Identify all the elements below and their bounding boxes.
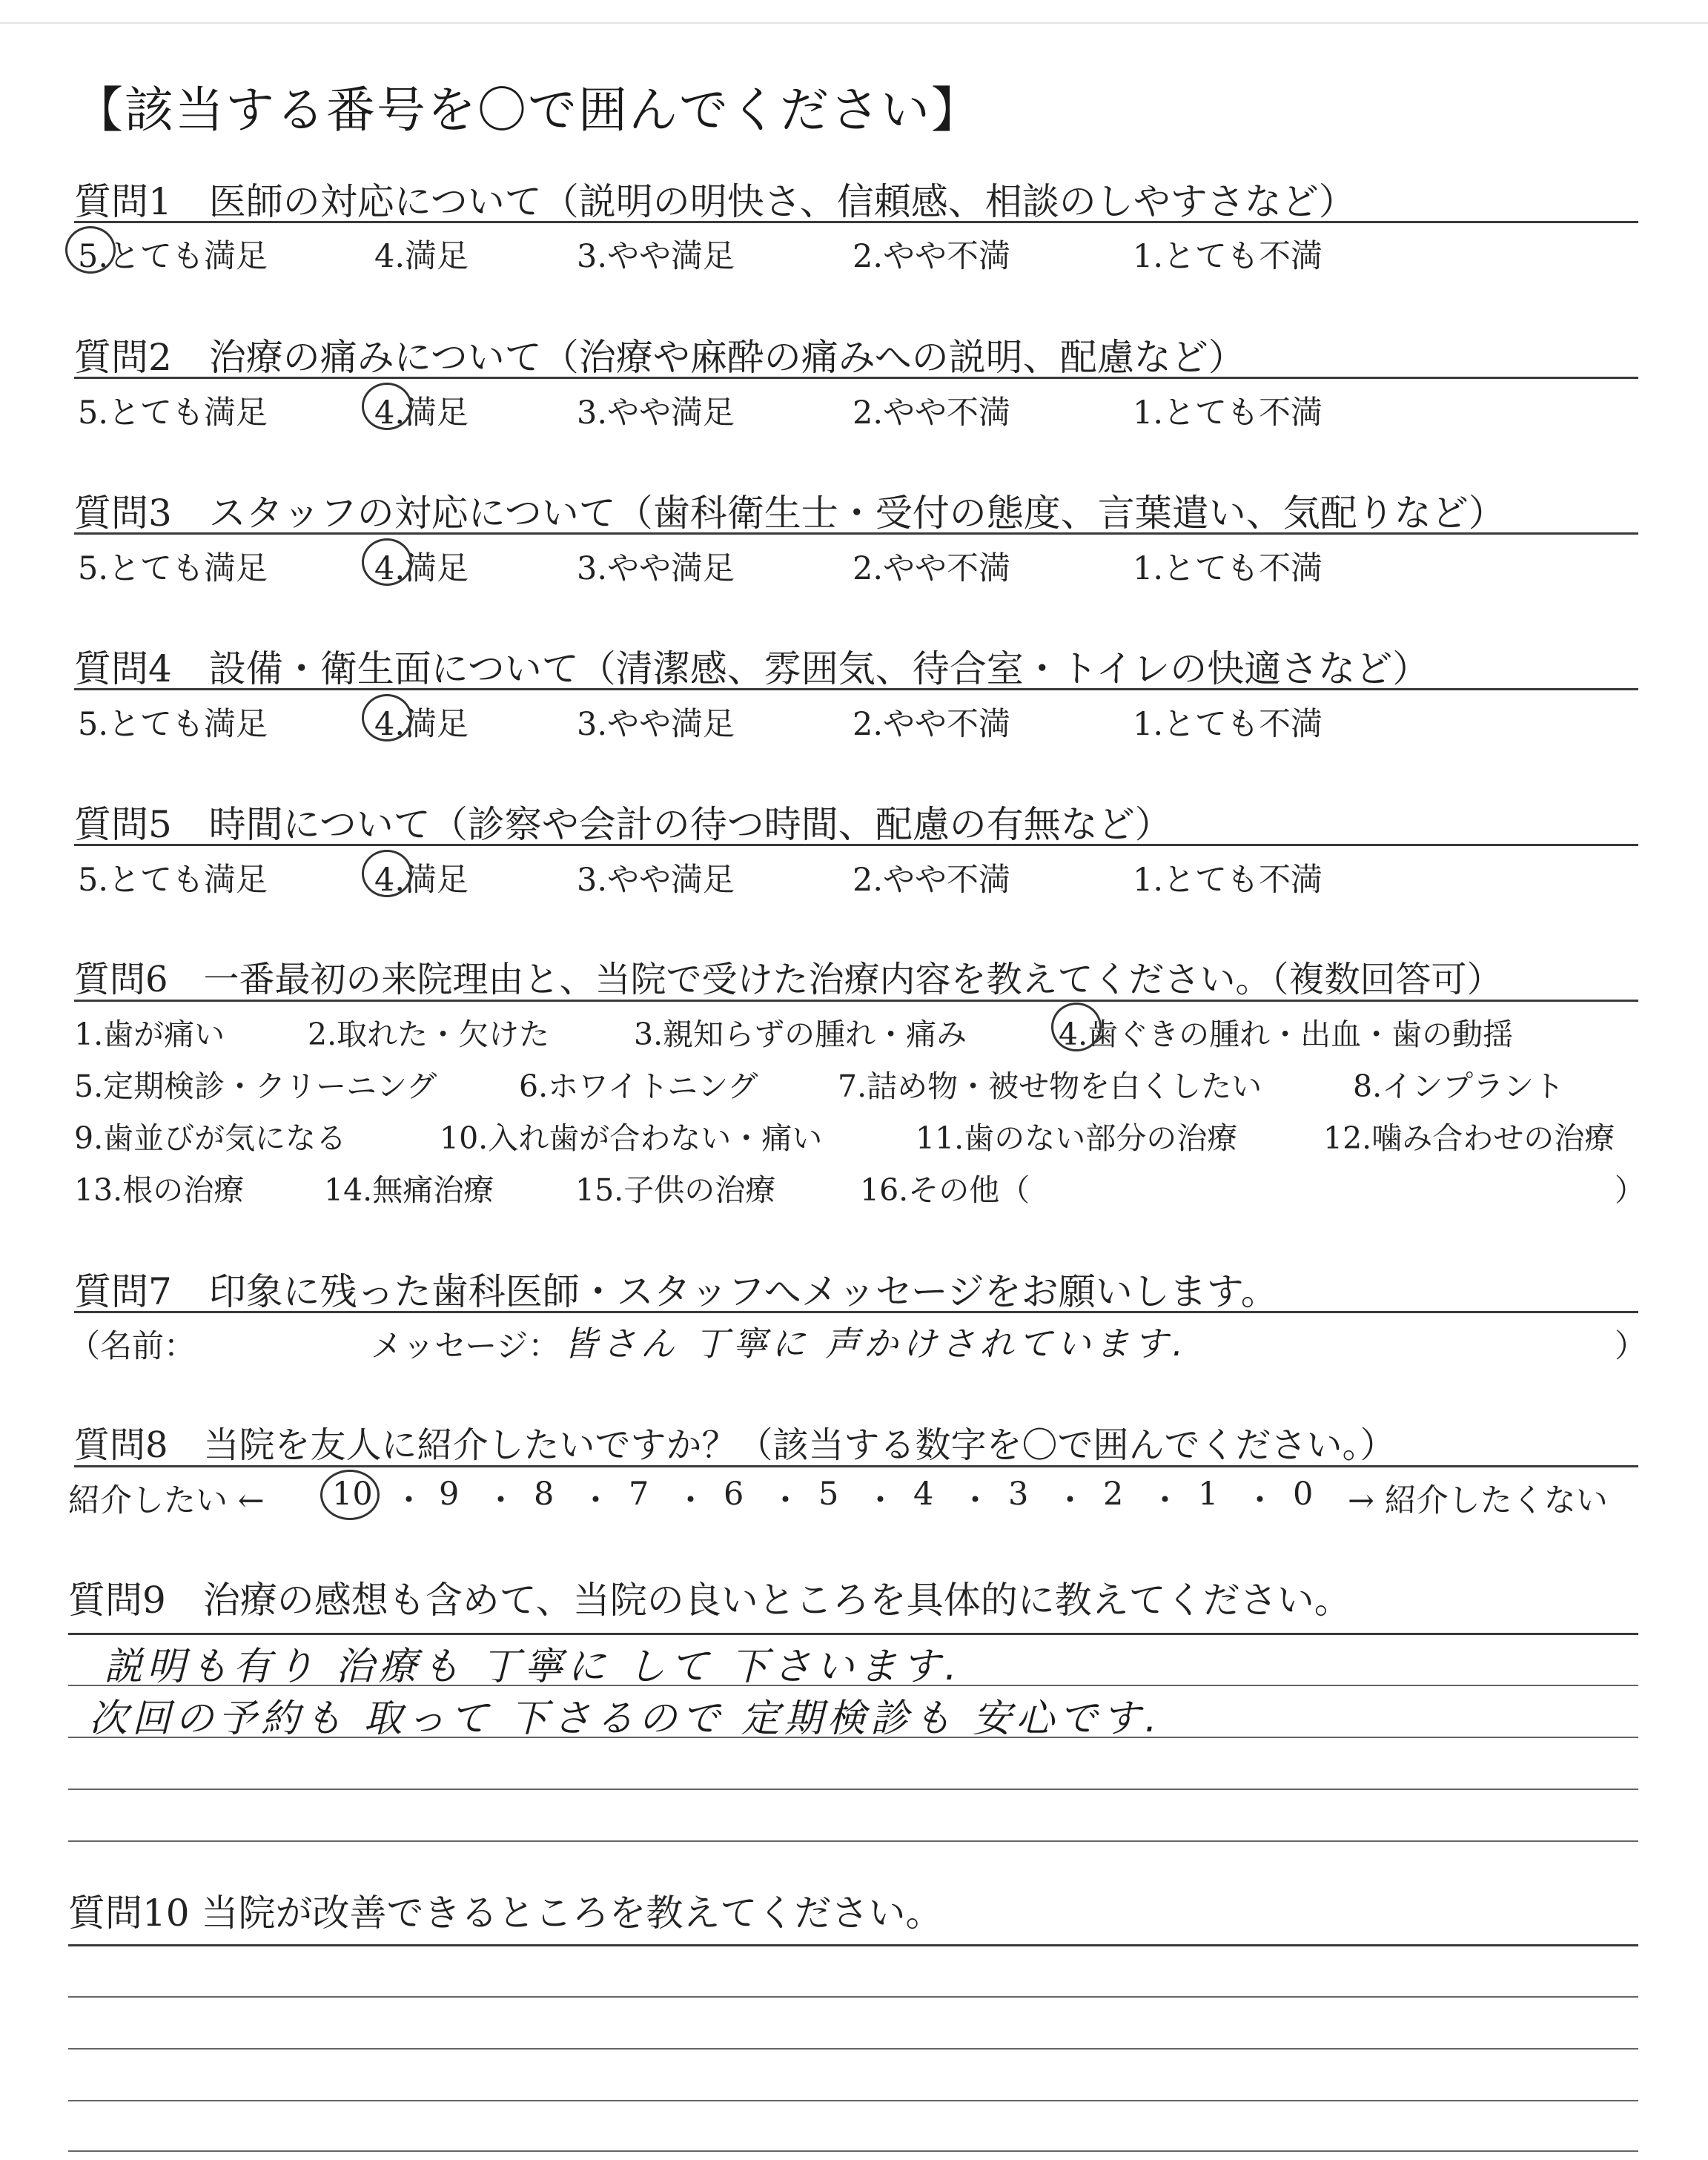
q1-option-5[interactable]: 5.とても満足: [78, 238, 268, 275]
q8-scale-4[interactable]: 4: [913, 1476, 934, 1513]
q6-title: 質問6 一番最初の来院理由と、当院で受けた治療内容を教えてください。（複数回答可）: [74, 959, 1503, 1000]
q1-option-4[interactable]: 4.満足: [374, 238, 469, 275]
q8-dot: ・: [769, 1482, 801, 1519]
q6-option-1[interactable]: 1.歯が痛い: [74, 1017, 225, 1052]
q6-option-2[interactable]: 2.取れた・欠けた: [308, 1017, 550, 1052]
q8-scale-0[interactable]: 0: [1293, 1476, 1314, 1513]
q8-dot: ・: [864, 1482, 896, 1519]
q7-close-paren: ）: [1615, 1328, 1646, 1365]
q9-answer-line: [68, 1840, 1638, 1842]
q10-answer-line: [68, 2048, 1638, 2050]
q8-dot: ・: [393, 1482, 425, 1519]
q7-message-label: メッセージ：: [371, 1328, 560, 1365]
q9-answer-line-2[interactable]: 次回の予約も 取って 下さるので 定期検診も 安心です.: [89, 1697, 1162, 1741]
q6-option-7[interactable]: 7.詰め物・被せ物を白くしたい: [838, 1069, 1262, 1104]
q8-scale-5[interactable]: 5: [818, 1476, 839, 1513]
q3-option-2[interactable]: 2.やや不満: [853, 550, 1011, 587]
q9-answer-line-1[interactable]: 説明も有り 治療も 丁寧に して 下さいます.: [104, 1645, 961, 1689]
q3-option-3[interactable]: 3.やや満足: [577, 550, 735, 587]
q3-option-1[interactable]: 1.とても不満: [1133, 550, 1323, 587]
q2-option-2[interactable]: 2.やや不満: [853, 394, 1011, 432]
q4-option-5[interactable]: 5.とても満足: [78, 706, 268, 743]
q6-option-15[interactable]: 15.子供の治療: [575, 1172, 776, 1208]
q1-rule: [74, 221, 1638, 223]
q2-option-1[interactable]: 1.とても不満: [1133, 394, 1323, 432]
q1-title: 質問1 医師の対応について（説明の明快さ、信頼感、相談のしやすさなど）: [74, 180, 1356, 223]
q8-dot: ・: [1149, 1482, 1181, 1519]
q8-title: 質問8 当院を友人に紹介したいですか？（該当する数字を〇で囲んでください。）: [74, 1424, 1396, 1466]
q5-option-3[interactable]: 3.やや満足: [577, 862, 735, 899]
q1-selected-circle: [65, 226, 116, 274]
q10-answer-line: [68, 2150, 1638, 2152]
q5-title: 質問5 時間について（診察や会計の待つ時間、配慮の有無など）: [74, 803, 1172, 846]
q4-option-3[interactable]: 3.やや満足: [577, 706, 735, 743]
q6-option-8[interactable]: 8.インプラント: [1353, 1069, 1565, 1104]
q6-option-13[interactable]: 13.根の治療: [74, 1172, 245, 1208]
q8-scale-3[interactable]: 3: [1008, 1476, 1029, 1513]
q7-rule: [74, 1311, 1638, 1313]
q5-option-4[interactable]: 4.満足: [374, 862, 469, 899]
q2-title: 質問2 治療の痛みについて（治療や麻酔の痛みへの説明、配慮など）: [74, 336, 1245, 379]
q8-dot: ・: [959, 1482, 991, 1519]
q6-option-16[interactable]: 16.その他（: [860, 1172, 1030, 1208]
q8-dot: ・: [485, 1482, 517, 1519]
q8-scale-9[interactable]: 9: [439, 1476, 460, 1513]
q1-option-3[interactable]: 3.やや満足: [577, 238, 735, 275]
q3-option-4[interactable]: 4.満足: [374, 550, 469, 587]
q5-option-5[interactable]: 5.とても満足: [78, 862, 268, 899]
q8-rule: [74, 1465, 1638, 1467]
q2-rule: [74, 377, 1638, 379]
q3-selected-circle: [362, 538, 412, 586]
q10-answer-line: [68, 1996, 1638, 1998]
q3-rule: [74, 532, 1638, 535]
q10-answer-line: [68, 2100, 1638, 2101]
q8-scale-2[interactable]: 2: [1103, 1476, 1124, 1513]
q3-title: 質問3 スタッフの対応について（歯科衛生士・受付の態度、言葉遣い、気配りなど）: [74, 492, 1506, 535]
q9-answer-line: [68, 1789, 1638, 1790]
q5-selected-circle: [362, 850, 412, 897]
q8-dot: ・: [1054, 1482, 1086, 1519]
q5-rule: [74, 844, 1638, 846]
q5-option-1[interactable]: 1.とても不満: [1133, 862, 1323, 899]
q8-scale-10[interactable]: 10: [332, 1476, 373, 1513]
q4-title: 質問4 設備・衛生面について（清潔感、雰囲気、待合室・トイレの快適さなど）: [74, 647, 1430, 690]
q9-title: 質問9 治療の感想も含めて、当院の良いところを具体的に教えてください。: [68, 1579, 1351, 1622]
q6-other-close-paren: ）: [1615, 1172, 1645, 1208]
page-top-edge: [0, 0, 1708, 24]
q7-title: 質問7 印象に残った歯科医師・スタッフへメッセージをお願いします。: [74, 1270, 1278, 1313]
q8-dot: ・: [580, 1482, 612, 1519]
q3-option-5[interactable]: 5.とても満足: [78, 550, 268, 587]
q6-option-12[interactable]: 12.噛み合わせの治療: [1323, 1120, 1615, 1156]
form-header: 【該当する番号を〇で囲んでください】: [74, 82, 982, 139]
q1-option-2[interactable]: 2.やや不満: [853, 238, 1011, 275]
q1-option-1[interactable]: 1.とても不満: [1133, 238, 1323, 275]
q4-selected-circle: [362, 694, 412, 742]
q6-option-14[interactable]: 14.無痛治療: [324, 1172, 494, 1208]
q8-scale-7[interactable]: 7: [629, 1476, 649, 1513]
q6-selected-circle: [1051, 1003, 1102, 1051]
q6-option-6[interactable]: 6.ホワイトニング: [519, 1069, 758, 1104]
q8-scale-1[interactable]: 1: [1198, 1476, 1219, 1513]
q10-title: 質問10 当院が改善できるところを教えてください。: [68, 1892, 943, 1935]
q7-name-label: （名前：: [68, 1328, 196, 1365]
q2-selected-circle: [362, 383, 412, 430]
q7-message-text[interactable]: 皆さん 丁寧に 声かけされています.: [563, 1324, 1188, 1364]
q2-option-4[interactable]: 4.満足: [374, 394, 469, 432]
q8-scale-8[interactable]: 8: [534, 1476, 555, 1513]
q8-left-label: 紹介したい ←: [68, 1482, 265, 1519]
q6-option-10[interactable]: 10.入れ歯が合わない・痛い: [440, 1120, 823, 1156]
q5-option-2[interactable]: 2.やや不満: [853, 862, 1011, 899]
q6-option-11[interactable]: 11.歯のない部分の治療: [916, 1120, 1238, 1156]
q6-option-3[interactable]: 3.親知らずの腫れ・痛み: [634, 1017, 967, 1052]
q6-option-9[interactable]: 9.歯並びが気になる: [74, 1120, 347, 1156]
q6-option-4[interactable]: 4.歯ぐきの腫れ・出血・歯の動揺: [1059, 1017, 1514, 1052]
q2-option-3[interactable]: 3.やや満足: [577, 394, 735, 432]
q6-option-5[interactable]: 5.定期検診・クリーニング: [74, 1069, 437, 1104]
q10-answer-line: [68, 1944, 1638, 1946]
q6-rule: [74, 1000, 1638, 1002]
q8-scale-6[interactable]: 6: [724, 1476, 744, 1513]
q2-option-5[interactable]: 5.とても満足: [78, 394, 268, 432]
q8-dot: ・: [1244, 1482, 1276, 1519]
q8-selected-circle: [320, 1470, 380, 1520]
q4-rule: [74, 688, 1638, 690]
q8-dot: ・: [675, 1482, 706, 1519]
q8-right-label: → 紹介したくない: [1348, 1482, 1608, 1519]
q4-option-2[interactable]: 2.やや不満: [853, 706, 1011, 743]
q4-option-1[interactable]: 1.とても不満: [1133, 706, 1323, 743]
q4-option-4[interactable]: 4.満足: [374, 706, 469, 743]
